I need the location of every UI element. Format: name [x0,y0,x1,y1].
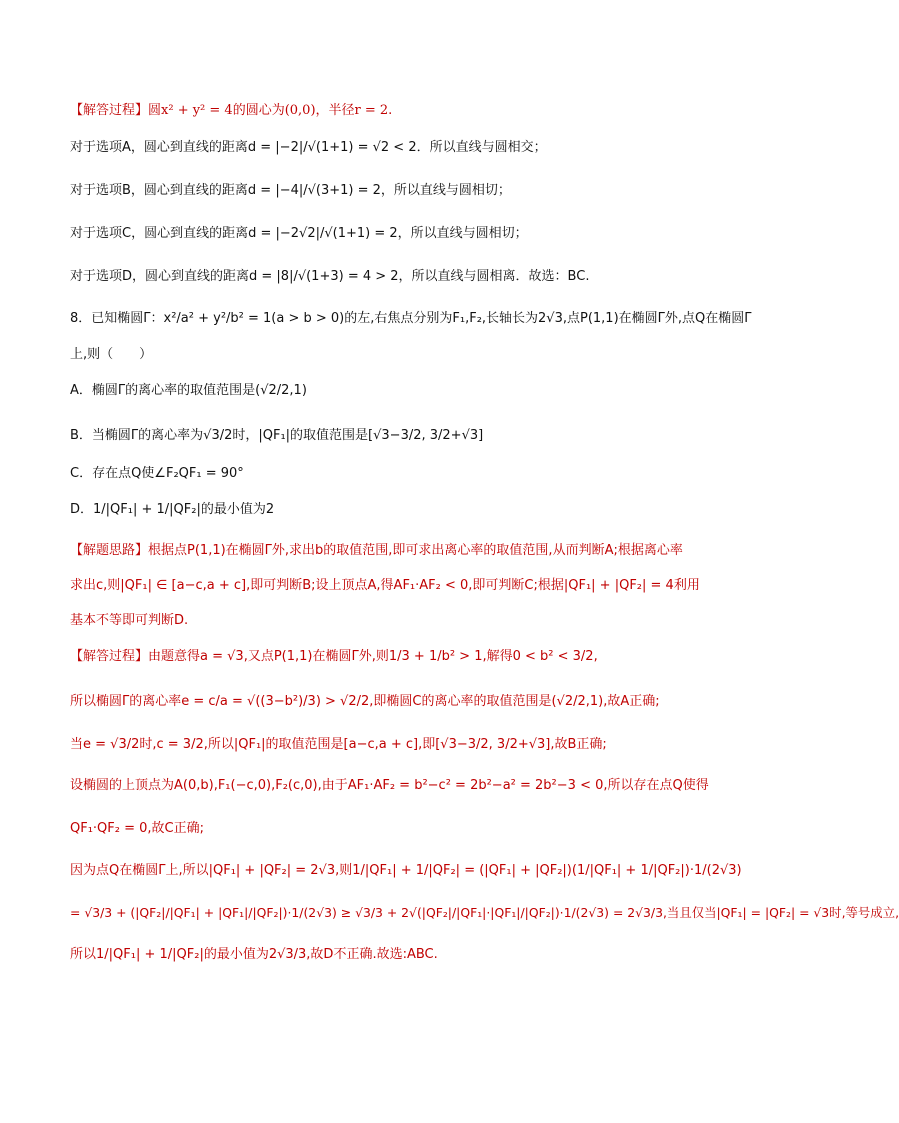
solution-line-5: QF₁·QF₂ = 0,故C正确; [70,821,204,836]
solution-line-7: = √3/3 + (|QF₂|/|QF₁| + |QF₁|/|QF₂|)·1/(2√3) ≥ √3/3 + 2√(|QF₂|/|QF₁|·|QF₁|/|QF₂|)·1/(2√3) = 2√3/3,当且仅当|QF₁| = |QF₂| = √3时,等号成立, [70,905,899,920]
solution-line-8: 所以1/|QF₁| + 1/|QF₂|的最小值为2√3/3,故D不正确.故选:ABC. [70,947,438,962]
solution-line-6: 因为点Q在椭圆Γ上,所以|QF₁| + |QF₂| = 2√3,则1/|QF₁| + 1/|QF₂| = (|QF₁| + |QF₂|)(1/|QF₁| + 1/|QF₂|)·1/(2√3) [70,863,742,878]
approach-line-1 [70,542,683,560]
option-c-analysis: 对于选项C，圆心到直线的距离d = |−2√2|/√(1+1) = 2，所以直线与圆相切； [70,226,528,241]
circle-statement: 圆x² + y² = 4的圆心为(0,0)，半径r = 2. [148,103,393,118]
question-stem: 8．已知椭圆Γ：x²/a² + y²/b² = 1(a > b > 0)的左,右焦点分别为F₁,F₂,长轴长为2√3,点P(1,1)在椭圆Γ外,点Q在椭圆Γ [70,311,752,326]
approach-line-3: 基本不等即可判断D. [70,613,189,628]
option-a-analysis: 对于选项A，圆心到直线的距离d = |−2|/√(1+1) = √2 < 2．所以直线与圆相交； [70,140,547,155]
choice-a: A．椭圆Γ的离心率的取值范围是(√2/2,1) [70,383,307,398]
approach-text: 根据点P(1,1)在椭圆Γ外,求出b的取值范围,即可求出离心率的取值范围,从而判断A;根据离心率 [148,543,683,558]
choice-d: D．1/|QF₁| + 1/|QF₂|的最小值为2 [70,502,275,517]
solution-line-4: 设椭圆的上顶点为A(0,b),F₁(−c,0),F₂(c,0),由于AF₁·AF₂ = b²−c² = 2b²−a² = 2b²−3 < 0,所以存在点Q使得 [70,778,709,793]
solution-line-2: 所以椭圆Γ的离心率e = c/a = √((3−b²)/3) > √2/2,即椭圆C的离心率的取值范围是(√2/2,1),故A正确; [70,694,660,709]
question-stem-continued: 上,则（ ） [70,347,153,362]
approach-line-2: 求出c,则|QF₁| ∈ [a−c,a + c],即可判断B;设上顶点A,得AF₁·AF₂ < 0,即可判断C;根据|QF₁| + |QF₂| = 4利用 [70,578,700,593]
solution-text: 由题意得a = √3,又点P(1,1)在椭圆Γ外,则1/3 + 1/b² > 1,解得0 < b² < 3/2, [148,649,598,664]
solution-line-1 [70,648,598,666]
section-label: 【解题思路】 [70,543,149,558]
choice-c: C．存在点Q使∠F₂QF₁ = 90° [70,466,244,481]
option-b-analysis: 对于选项B，圆心到直线的距离d = |−4|/√(3+1) = 2，所以直线与圆相切； [70,183,511,198]
section-label: 【解答过程】 [70,649,149,664]
option-d-analysis: 对于选项D，圆心到直线的距离d = |8|/√(1+3) = 4 > 2，所以直线与圆相离．故选：BC. [70,269,590,284]
section-label: 【解答过程】 [70,103,149,118]
choice-b: B．当椭圆Γ的离心率为√3/2时，|QF₁|的取值范围是[√3−3/2, 3/2+√3] [70,428,484,443]
solution-line-3: 当e = √3/2时,c = 3/2,所以|QF₁|的取值范围是[a−c,a + c],即[√3−3/2, 3/2+√3],故B正确; [70,737,607,752]
previous-solution-intro [70,102,392,120]
